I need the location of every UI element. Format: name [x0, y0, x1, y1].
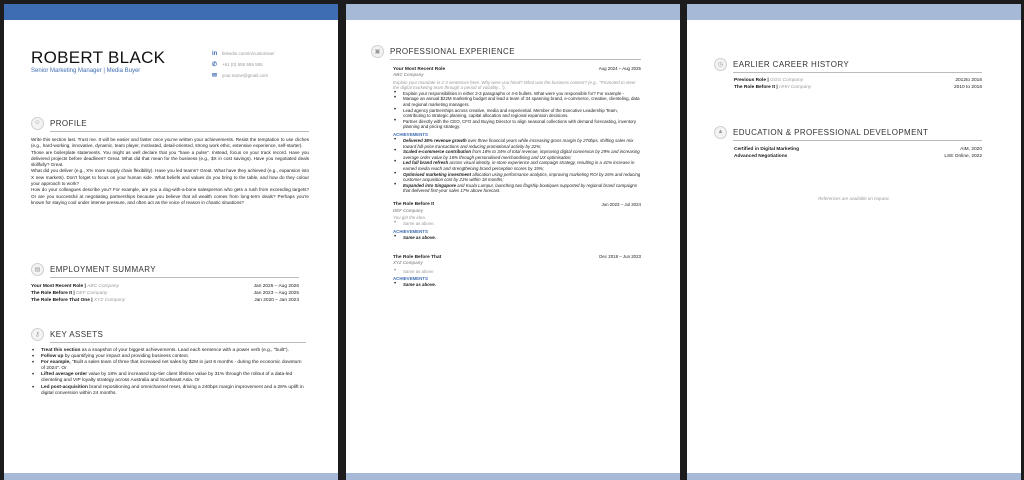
phone-icon: ✆ [212, 62, 218, 68]
experience-entry [393, 66, 641, 194]
education-row: Advanced Negotiations LSE Online, 2022 [734, 154, 982, 159]
profile-section [31, 116, 309, 206]
achievement-item: • Scaled e-commerce contribution from 18% to 34% of total revenue, improving digital conversion by 29% and increasing average order value by 16% through personalised merchandising and UX optimisation; [393, 149, 641, 160]
key-icon: ⚷ [31, 328, 44, 341]
education-section [714, 125, 982, 160]
contact-phone [212, 59, 275, 70]
role-intro: You get the idea. [393, 215, 426, 221]
company-name: XYZ Company [393, 260, 423, 266]
asset-item: • Follow up by quantifying your impact and providing business context. [31, 354, 306, 360]
earlier-role-row: Previous Role | GGG Company 2012to 2016 [734, 78, 982, 83]
profile-paragraph: Those are boilerplate statements. You might as well declare that you "have a pulse". Instead, focus on your track record. Have you delivered projects before deadlines? Great. What did that mean for the business (e.g., $X in cost savings). Have you negotiated deals skillfully? Great. [31, 149, 309, 168]
page-header-bar [346, 4, 680, 20]
page-footer-bar [687, 473, 1021, 480]
achievement-item: • Same as above. [393, 282, 641, 288]
page-footer-bar [4, 473, 338, 480]
profile-paragraph: Write this section last. Trust me. It will be easier and faster once you've written your achievements. Resist the temptation to use cliches (e.g., hard-working, innovative, dynamic, team player, motivated, detail-oriented, strong work ethic, extensive experience, self-starter). [31, 137, 309, 149]
candidate-name: ROBERT BLACK [31, 48, 166, 67]
page-footer-bar [346, 473, 680, 480]
responsibility-item: • Manage an annual $22M marketing budget and lead a team of 34 spanning brand, e-commerce, creative, clienteling, data and regional marketing managers. [393, 96, 641, 107]
document-icon: ▤ [31, 263, 44, 276]
responsibility-item: • Lead agency partnerships across creative, media and experiential. Member of the Executive Leadership Team, contributing to strategic planning, capital allocation and regional expansion decisions. [393, 108, 641, 119]
role-title: The Role Before That [393, 254, 442, 260]
linkedin-icon: in [212, 50, 218, 57]
employment-dates: Jan 2020 – Jan 2023 [254, 298, 299, 303]
achievement-item: • Same as above. [393, 235, 641, 241]
section-divider [733, 140, 982, 141]
responsibility-item: • Partner directly with the CEO, CFO and Buying Director to align seasonal collections with demand forecasting, inventory planning and pricing strategy. [393, 119, 641, 130]
achievement-item: • Delivered 38% revenue growth over three financial years while increasing gross margin by 270bps, shifting sales mix toward full-price transactions and reducing promotional activity by 22%; [393, 138, 641, 149]
section-title: EARLIER CAREER HISTORY [733, 59, 850, 69]
achievement-item: • Led full brand refresh across visual identity, in-store experience and campaign strategy, resulting in a 41% increase in earned media reach and strengthening brand perception scores by 19%; [393, 160, 641, 171]
achievement-item: • Expanded into Singapore and Kuala Lumpur, launching two flagship boutiques supported by regional brand campaigns that delivered first-year sales 17% above forecast. [393, 183, 641, 194]
achievement-item: • Optimised marketing investment allocation using performance analytics, improving marketing ROI by 26% and reducing customer acquisition cost by 21% within 18 months; [393, 172, 641, 183]
earlier-role-row: The Role Before It | HHH Company 2010 to 2016 [734, 85, 982, 90]
graduation-cap-icon: ▲ [714, 126, 727, 139]
employment-dates: Jan 2025 – Aug 2026 [253, 284, 299, 289]
candidate-title: Senior Marketing Manager | Media Buyer [31, 68, 141, 74]
experience-entry [393, 254, 641, 288]
role-intro: Explain your mandate in 2-3 sentences here. Why were you hired? What was the business context? (e.g., "Promoted to steer the digital marketing team through a period of volatility..."). [393, 79, 636, 91]
achievements-heading: ACHIEVEMENTS [393, 228, 428, 234]
email-address: your.name@gmail.com [222, 73, 269, 78]
role-title: Your Most Recent Role [393, 66, 446, 72]
section-title: PROFESSIONAL EXPERIENCE [390, 46, 515, 56]
section-title: EDUCATION & PROFESSIONAL DEVELOPMENT [733, 127, 929, 137]
asset-item: • Lifted average order value by 18% and increased top-tier client lifetime value by 31% through the rollout of a data-led clienteling and VIP loyalty strategy across Australia and Southeast Asia. Or [31, 372, 306, 384]
linkedin-url: linkedin.com/in/customise/ [222, 51, 275, 56]
contact-block [212, 48, 275, 81]
professional-experience-section [371, 44, 641, 288]
role-dates: Jun 2023 – Jul 2024 [601, 202, 641, 208]
section-title: KEY ASSETS [50, 329, 104, 339]
profile-paragraph: How do your colleagues describe you? For example, are you a dog-with-a-bone salesperson who gets a rush from exceeding targets? Or are you successful at negotiating partnerships because you believe that all wealth comes from long-term deals? Perhaps you're known for staying cool under intense pressure, and often act as the voice of reason in chaotic situations? [31, 187, 309, 205]
page-header-bar [687, 4, 1021, 20]
section-title: EMPLOYMENT SUMMARY [50, 264, 157, 274]
section-divider [50, 131, 309, 132]
person-icon: ☺ [31, 117, 44, 130]
section-title: PROFILE [50, 118, 88, 128]
responsibility-item: • Same as above [393, 269, 641, 275]
employment-dates: Jan 2023 – Aug 2025 [253, 291, 299, 296]
asset-item: • Treat this section as a snapshot of your biggest achievements. Lead each sentence with a power verb (e.g., "built"). [31, 348, 306, 354]
role-title: The Role Before It [393, 202, 435, 208]
briefcase-icon: ▣ [371, 45, 384, 58]
section-divider [390, 59, 641, 60]
resume-page-1 [4, 4, 338, 480]
resume-page-2 [346, 4, 680, 480]
experience-entry [393, 202, 641, 240]
role-dates: Dec 2018 – Jun 2023 [599, 254, 641, 260]
achievements-heading: ACHIEVEMENTS [393, 131, 428, 137]
profile-paragraph: What did you deliver (e.g., X% more supply chain flexibility). Have you led teams? Great. What have they achieved (e.g., expansion into X new markets). Don't forget to focus on your human side. What beliefs and values do you bring to the table, and how do they colour your approach to work? [31, 168, 309, 187]
earlier-career-section [714, 57, 982, 91]
resume-page-3 [687, 4, 1021, 480]
references-note: References are available on request. [818, 196, 890, 201]
employment-summary-section [31, 262, 299, 304]
employment-row: Your Most Recent Role | ABC Company Jan 2025 – Aug 2026 [31, 284, 299, 289]
role-dates: Aug 2024 – Aug 2025 [598, 66, 641, 72]
company-name: ABC Company [393, 72, 424, 77]
employment-row: The Role Before It | DEF Company Jan 2023 – Aug 2025 [31, 291, 299, 296]
email-icon: ✉ [212, 73, 218, 79]
section-divider [50, 342, 306, 343]
company-name: DEF Company [393, 207, 424, 213]
employment-list [31, 283, 299, 304]
page-header-bar [4, 4, 338, 20]
responsibility-item: • Explain your responsibilities in either 2-3 paragraphs or 4-6 bullets. What were you responsible for? For example - [393, 91, 641, 97]
asset-item: • Led post-acquisition brand repositioning and omnichannel reset, driving a 240bps margin improvement and a 28% uplift in digital conversion within 24 months. [31, 385, 306, 397]
asset-item: • For example, "Built a sales team of three that increased net sales by $2M in just 6 months - during the economic downturn of 2024". Or [31, 360, 306, 372]
employment-row: The Role Before That One | XYZ Company Jan 2020 – Jan 2023 [31, 298, 299, 303]
history-icon: ◷ [714, 58, 727, 71]
contact-linkedin[interactable] [212, 48, 275, 59]
education-row: Certified in Digital Marketing AIM, 2020 [734, 147, 982, 152]
phone-number: +61 (0) 555 555 555 [222, 62, 263, 67]
section-divider [733, 72, 982, 73]
section-divider [50, 277, 299, 278]
key-assets-section [31, 327, 306, 397]
responsibility-item: • Same as above. [393, 221, 641, 227]
contact-email[interactable] [212, 70, 275, 81]
achievements-heading: ACHIEVEMENTS [393, 276, 428, 282]
